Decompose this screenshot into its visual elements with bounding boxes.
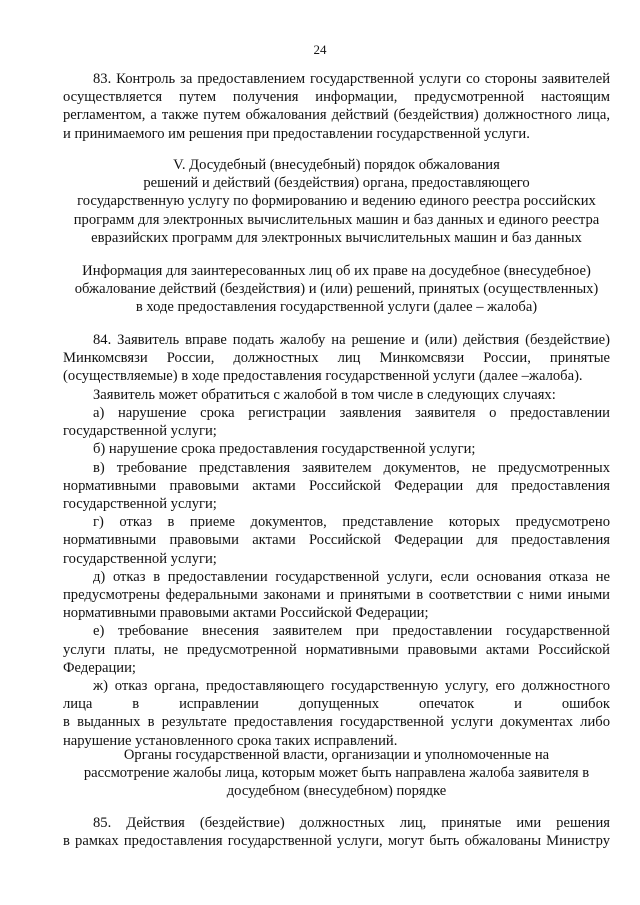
case-a-line-2: государственной услуги; [63,423,217,440]
case-e-line-3: Федерации; [63,659,136,676]
paragraph-83-line-2: осуществляется путем получения информации, предусмотренной настоящим [63,89,610,106]
case-b-line-1: б) нарушение срока предоставления государственной услуги; [93,441,476,458]
paragraph-85-line-2: в рамках предоставления государственной услуги, могут быть обжалованы Министру [63,833,610,850]
paragraph-83-line-1: 83. Контроль за предоставлением государственной услуги со стороны заявителей [93,71,610,87]
case-v-line-3: государственной услуги; [63,496,217,513]
paragraph-85-line-1: 85. Действия (бездействие) должностных лиц, принятые ими решения [93,815,610,831]
case-g-line-2: нормативными правовыми актами Российской Федерации для предоставления [63,532,610,549]
paragraph-84-line-1: 84. Заявитель вправе подать жалобу на решение и (или) действия (бездействие) [93,332,610,348]
case-e-line-1: е) требование внесения заявителем при предоставлении государственной [93,623,610,640]
paragraph-84-line-2: Минкомсвязи России, должностных лиц Минкомсвязи России, принятые [63,350,610,367]
organs-heading-line-2: рассмотрение жалобы лица, которым может быть направлена жалоба заявителя в [83,765,590,782]
case-e-line-2: услуги платы, не предусмотренной нормативными правовыми актами Российской [63,641,610,658]
paragraph-84 [63,331,610,404]
cases-list [63,404,610,750]
section-5-heading-line-4: программ для электронных вычислительных машин и баз данных и единого реестра [73,211,600,228]
organs-heading-line-3: досудебном (внесудебном) порядке [226,783,447,800]
case-zh-line-1: ж) отказ органа, предоставляющего государственную услугу, его должностного [93,678,610,695]
case-v-line-2: нормативными правовыми актами Российской Федерации для предоставления [63,477,610,494]
section-5-heading-line-2: решений и действий (бездействия) органа, предоставляющего [143,175,530,192]
paragraph-84-line-4: Заявитель может обратиться с жалобой в том числе в следующих случаях: [93,386,556,403]
page-number: 24 [313,42,327,57]
case-d-line-2: предусмотрены федеральными законами и принятыми в соответствии с ними иными [63,587,610,604]
case-a-line-1: а) нарушение срока регистрации заявления заявителя о предоставлении [93,405,610,421]
case-g-line-3: государственной услуги; [63,550,217,567]
info-heading-line-1: Информация для заинтересованных лиц об их праве на досудебное (внесудебное) [82,263,591,279]
organs-heading-line-1: Органы государственной власти, организации и уполномоченные на [123,747,550,763]
paragraph-83 [63,70,610,143]
case-zh-line-4: нарушение установленного срока таких исправлений. [63,732,398,749]
section-5-heading-line-1: V. Досудебный (внесудебный) порядок обжалования [173,157,500,173]
section-5-heading [63,156,610,247]
paragraph-84-line-3: (осуществляемые) в ходе предоставления государственной услуги (далее –жалоба). [63,368,583,385]
paragraph-85 [63,814,610,850]
info-heading [63,262,610,317]
case-zh-line-3: в выданных в результате предоставления государственной услуги документах либо [63,714,610,731]
section-5-heading-line-3: государственную услугу по формированию и ведению единого реестра российских [77,193,596,210]
info-heading-line-3: в ходе предоставления государственной услуги (далее – жалоба) [135,299,538,316]
case-d-line-1: д) отказ в предоставлении государственной услуги, если основания отказа не [93,568,610,585]
info-heading-line-2: обжалование действий (бездействия) и (или) решений, принятых (осуществленных) [74,281,599,298]
case-zh-line-2: лица в исправлении допущенных опечаток и ошибок [63,696,610,713]
case-v-line-1: в) требование представления заявителем документов, не предусмотренных [93,459,610,476]
paragraph-83-line-4: и принимаемого им решения при предоставлении государственной услуги. [63,125,530,142]
organs-heading [63,746,610,801]
section-5-heading-line-5: евразийских программ для электронных вычислительных машин и баз данных [91,229,582,246]
paragraph-83-line-3: регламентом, а также путем обжалования действий (бездействия) должностного лица, [63,107,610,124]
case-d-line-3: нормативными правовыми актами Российской Федерации; [63,605,429,622]
case-g-line-1: г) отказ в приеме документов, представление которых предусмотрено [93,514,610,531]
